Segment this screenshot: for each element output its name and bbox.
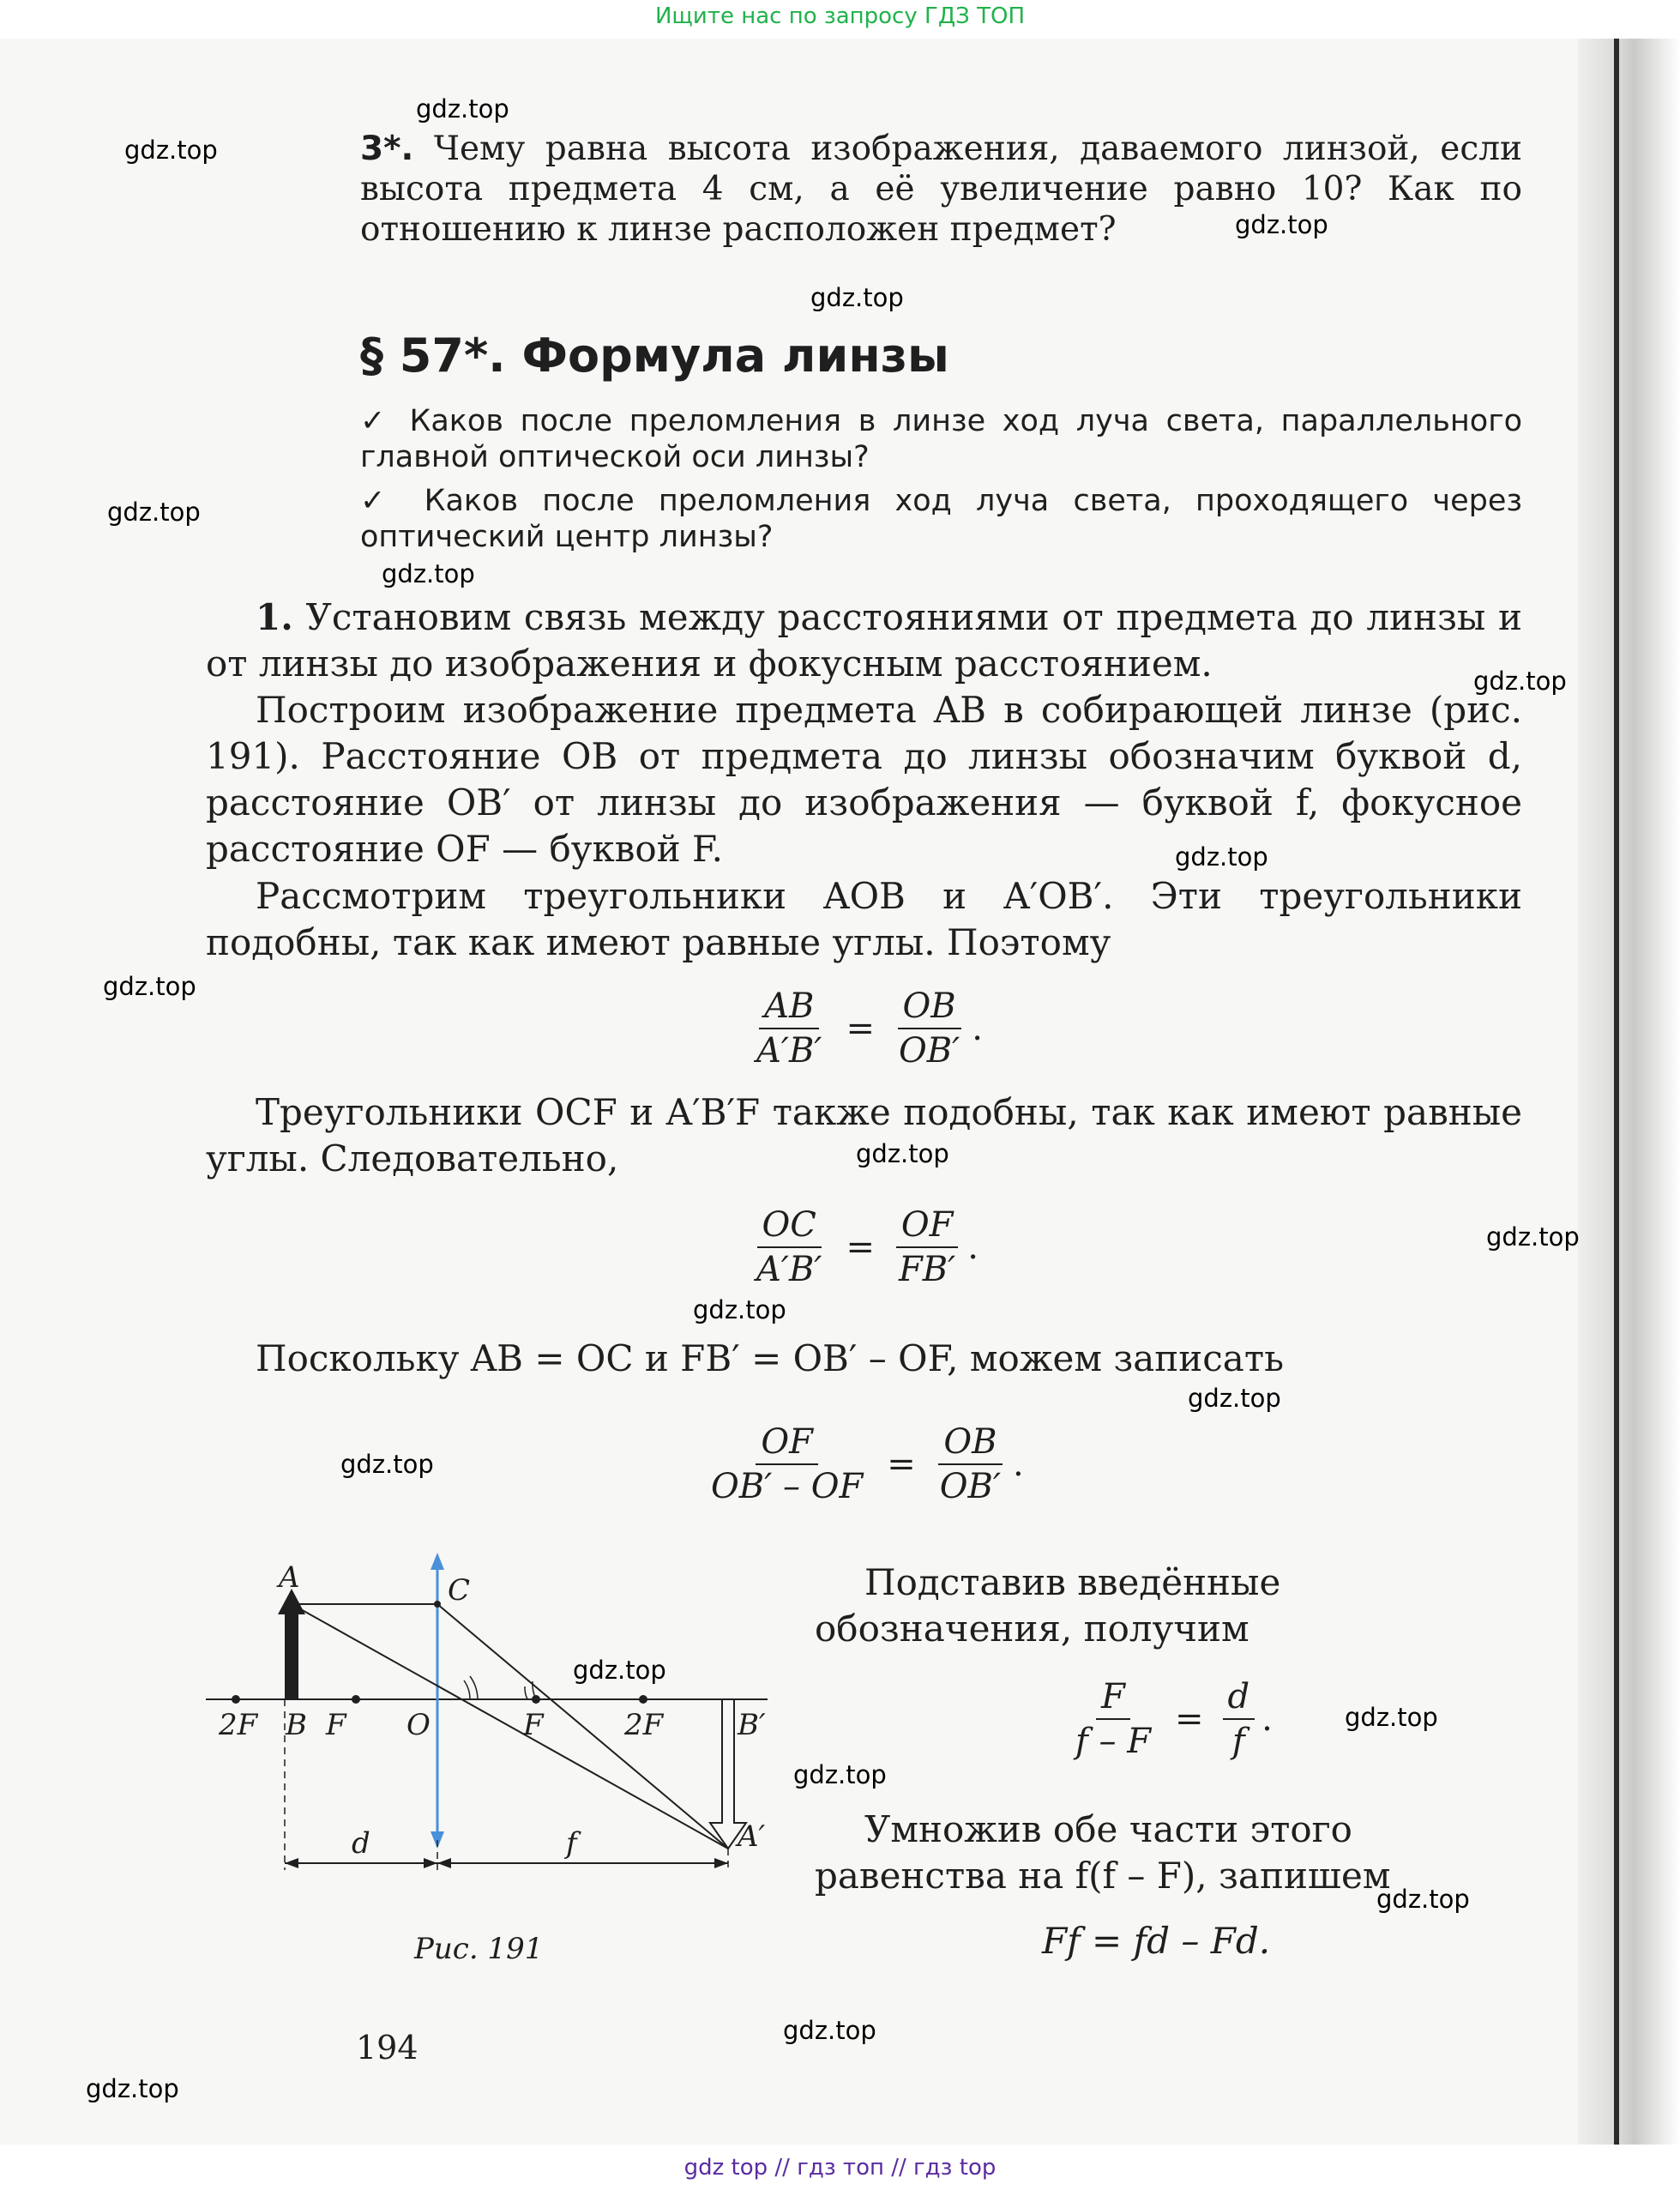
paragraph-7: Умножив обе части этого равенства на f(f – F), запишем [815, 1808, 1391, 1897]
figure-caption: Рис. 191 [414, 1932, 544, 1966]
label-2f-right: 2F [624, 1708, 664, 1742]
question-number: 3*. [360, 130, 414, 168]
angle-mark-f [525, 1686, 527, 1699]
watermark: gdz.top [416, 94, 509, 124]
watermark: gdz.top [793, 1760, 887, 1789]
watermark: gdz.top [856, 1139, 949, 1168]
gutter-edge [1614, 39, 1619, 2145]
question-text: Чему равна высота изображения, даваемого линзой, если высота предмета 4 см, а её увеличение равно 10? Как по отношению к линзе расположен предмет? [360, 130, 1522, 249]
label-f-left: F [326, 1708, 346, 1742]
label-b-prime: B′ [738, 1708, 766, 1742]
label-f-right: F [523, 1708, 544, 1742]
point-c [434, 1601, 441, 1608]
label-2f-left: 2F [219, 1708, 258, 1742]
angle-mark-o-2 [470, 1676, 478, 1699]
label-a: A [279, 1560, 300, 1595]
paragraph-2 [206, 687, 1522, 872]
equation-1: $\frac{AB}{A'B'}$ = $\frac{OB}{OB'}$ . [744, 986, 983, 1071]
equation-5: Ff = fd – Fd. [1042, 1920, 1271, 1962]
watermark: gdz.top [1188, 1384, 1281, 1413]
figure-191 [197, 1544, 798, 1930]
label-b: B [286, 1708, 307, 1742]
dim-d-arrow-right [424, 1858, 437, 1868]
paragraph-1-number: 1. [256, 596, 293, 638]
label-a-prime: A′ [738, 1819, 766, 1854]
top-banner[interactable]: Ищите нас по запросу ГДЗ ТОП [654, 3, 1026, 29]
watermark: gdz.top [693, 1295, 786, 1324]
eq2-fraction-right: $\frac{OF}{FB'}$ [894, 1205, 960, 1289]
watermark: gdz.top [1345, 1703, 1438, 1732]
eq1-fraction-right: $\frac{OB}{OB'}$ [898, 986, 960, 1071]
paragraph-3 [206, 873, 1522, 966]
label-o: O [406, 1708, 431, 1742]
paragraph-4-text: Треугольники OCF и A′B′F также подобны, так как имеют равные углы. Следовательно, [206, 1091, 1522, 1179]
paragraph-1-text: Установим связь между расстояниями от предмета до линзы и от линзы до изображения и фокусным расстоянием. [206, 596, 1522, 685]
equation-3: $\frac{OF}{OB' - OF}$ = $\frac{OB}{OB'}$ . [699, 1422, 1024, 1506]
paragraph-2-text: Построим изображение предмета AB в собирающей линзе (рис. 191). Расстояние OB от предмета до линзы обозначим буквой d, расстояние OB′ от линзы до изображения — буквой f, фокусное расстояние OF — буквой F. [206, 689, 1522, 870]
point-f-right [532, 1695, 540, 1704]
watermark: gdz.top [1235, 210, 1328, 239]
paragraph-5 [206, 1336, 1522, 1382]
label-c: C [448, 1573, 471, 1608]
watermark: gdz.top [810, 283, 904, 312]
section-title: § 57*. Формула линзы [360, 329, 949, 383]
watermark: gdz.top [573, 1656, 666, 1685]
eq4-fraction-right: $\frac{d}{f}$ [1223, 1677, 1255, 1761]
paragraph-1 [206, 594, 1522, 687]
dim-d-arrow-left [285, 1858, 298, 1868]
object-ab [285, 1610, 298, 1699]
label-f: f [566, 1826, 577, 1861]
lens-arrow-top [431, 1553, 444, 1570]
dim-f-arrow-left [437, 1858, 451, 1868]
page-number: 194 [356, 2029, 418, 2066]
watermark: gdz.top [1175, 842, 1268, 872]
point-f-left [352, 1695, 360, 1704]
watermark: gdz.top [783, 2016, 876, 2045]
bottom-banner[interactable]: gdz top // гдз топ // гдз top [683, 2155, 997, 2181]
eq3-fraction-left: $\frac{OF}{OB' - OF}$ [711, 1422, 864, 1506]
check-question-1: ✓ Каков после преломления в линзе ход луча света, параллельного главной оптической оси линзы? [360, 404, 1522, 474]
label-d: d [352, 1826, 370, 1861]
watermark: gdz.top [340, 1450, 434, 1479]
paragraph-5-text: Поскольку AB = OC и FB′ = OB′ – OF, можем записать [256, 1337, 1284, 1379]
watermark: gdz.top [382, 559, 475, 588]
watermark: gdz.top [1376, 1885, 1470, 1914]
ray-through-focus [437, 1604, 728, 1849]
question-3 [360, 129, 1522, 250]
point-2f-left [232, 1695, 240, 1704]
check-question-2: ✓ Каков после преломления ход луча света, проходящего через оптический центр линзы? [360, 484, 1522, 554]
equation-2: $\frac{OC}{A'B'}$ = $\frac{OF}{FB'}$ . [744, 1205, 978, 1289]
watermark: gdz.top [103, 972, 196, 1001]
watermark: gdz.top [1486, 1222, 1580, 1252]
paragraph-3-text: Рассмотрим треугольники AOB и A′OB′. Эти треугольники подобны, так как имеют равные углы. Поэтому [206, 875, 1522, 963]
watermark: gdz.top [124, 136, 218, 165]
paragraph-6: Подставив введённые обозначения, получим [815, 1561, 1281, 1650]
eq2-fraction-left: $\frac{OC}{A'B'}$ [756, 1205, 822, 1289]
angle-mark-o [464, 1680, 470, 1699]
watermark: gdz.top [1473, 667, 1567, 696]
point-2f-right [639, 1695, 647, 1704]
eq4-fraction-left: $\frac{F}{f - F}$ [1075, 1677, 1151, 1761]
watermark: gdz.top [107, 498, 201, 527]
watermark: gdz.top [86, 2074, 179, 2103]
dim-f-arrow-right [714, 1858, 728, 1868]
equation-4: $\frac{F}{f - F}$ = $\frac{d}{f}$ . [1063, 1677, 1273, 1761]
eq1-fraction-left: $\frac{AB}{A'B'}$ [756, 986, 822, 1071]
eq3-fraction-right: $\frac{OB}{OB'}$ [939, 1422, 1002, 1506]
page-gutter [1578, 39, 1680, 2145]
